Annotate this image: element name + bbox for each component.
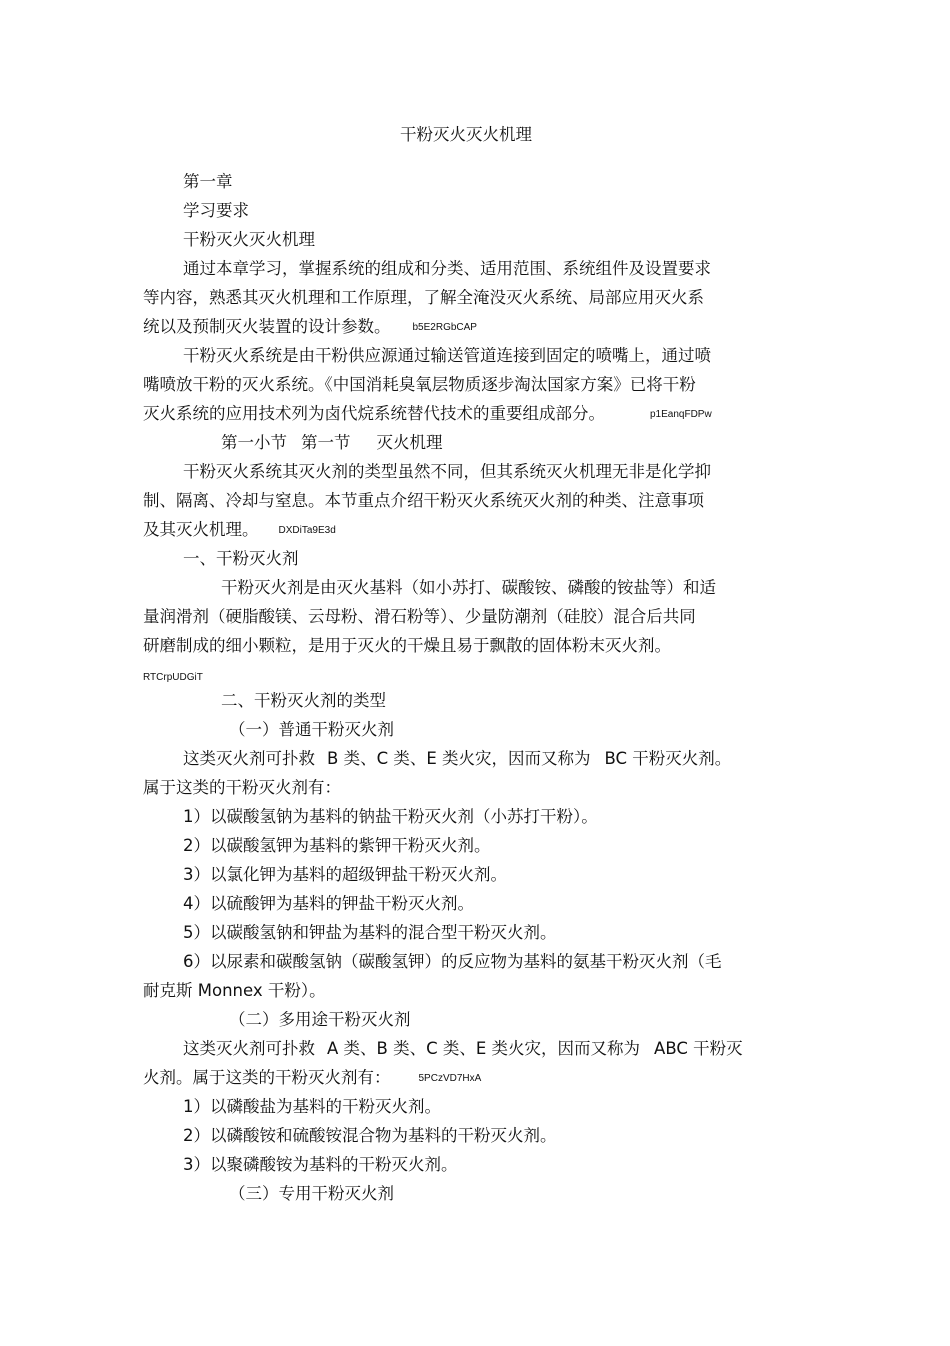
- doc-code: 5PCzVD7HxA: [418, 1073, 482, 1084]
- list-item: 5）以碳酸氢钠和钾盐为基料的混合型干粉灭火剂。: [183, 923, 557, 942]
- heading-agent-types: 二、干粉灭火剂的类型: [221, 691, 386, 710]
- list-item: 1）以磷酸盐为基料的干粉灭火剂。: [183, 1097, 441, 1116]
- study-requirements-heading: 学习要求: [183, 201, 249, 220]
- list-item-continued: 耐克斯 Monnex 干粉）。: [143, 981, 326, 1000]
- section-label-c: 灭火机理: [376, 433, 443, 452]
- para-text: 灭火系统的应用技术列为卤代烷系统替代技术的重要组成部分。: [143, 404, 605, 423]
- list-item: 1）以碳酸氢钠为基料的钠盐干粉灭火剂（小苏打干粉）。: [183, 807, 598, 826]
- heading-dry-powder-agent: 一、干粉灭火剂: [183, 549, 299, 568]
- para-text-b: A 类、B 类、C 类、E 类火灾，因而又称为: [327, 1039, 641, 1058]
- para-text-c: BC 干粉灭火剂。: [604, 749, 732, 768]
- intro-line: 等内容，熟悉其灭火机理和工作原理，了解全淹没灭火系统、局部应用灭火系: [143, 288, 704, 307]
- list-item: 6）以尿素和碳酸氢钠（碳酸氢钾）的反应物为基料的氨基干粉灭火剂（毛: [183, 952, 722, 971]
- list-item: 4）以硫酸钾为基料的钾盐干粉灭火剂。: [183, 894, 474, 913]
- para-line: 量润滑剂（硬脂酸镁、云母粉、滑石粉等）、少量防潮剂（硅胶）混合后共同: [143, 607, 696, 626]
- subheading-special: （三）专用干粉灭火剂: [229, 1184, 394, 1203]
- para-line: 嘴喷放干粉的灭火系统。《中国消耗臭氧层物质逐步淘汰国家方案》已将干粉: [143, 375, 696, 394]
- section-label-a: 第一小节: [221, 433, 287, 452]
- doc-code: RTCrpUDGiT: [143, 672, 203, 683]
- list-item: 2）以磷酸铵和硫酸铵混合物为基料的干粉灭火剂。: [183, 1126, 557, 1145]
- para-line: 干粉灭火剂是由灭火基料（如小苏打、碳酸铵、磷酸的铵盐等）和适: [221, 578, 716, 597]
- chapter-subtitle: 干粉灭火灭火机理: [183, 230, 315, 249]
- para-text-b: B 类、C 类、E 类火灾，因而又称为: [327, 749, 591, 768]
- para-line: [143, 1067, 481, 1090]
- para-text-a: 这类灭火剂可扑救: [183, 749, 315, 768]
- list-item: 3）以氯化钾为基料的超级钾盐干粉灭火剂。: [183, 865, 507, 884]
- section-heading: [221, 432, 443, 454]
- subheading-ordinary: （一）普通干粉灭火剂: [229, 720, 394, 739]
- para-text-a: 这类灭火剂可扑救: [183, 1039, 315, 1058]
- intro-text: 统以及预制灭火装置的设计参数。: [143, 317, 391, 336]
- para-line: 属于这类的干粉灭火剂有：: [143, 778, 341, 797]
- intro-line: [143, 316, 477, 339]
- intro-line: 通过本章学习，掌握系统的组成和分类、适用范围、系统组件及设置要求: [183, 259, 711, 278]
- doc-code: DXDiTa9E3d: [278, 525, 336, 536]
- subheading-multipurpose: （二）多用途干粉灭火剂: [229, 1010, 411, 1029]
- page-title: 干粉灭火灭火机理: [400, 125, 532, 144]
- para-line: 干粉灭火系统其灭火剂的类型虽然不同，但其系统灭火机理无非是化学抑: [183, 462, 711, 481]
- list-item: 3）以聚磷酸铵为基料的干粉灭火剂。: [183, 1155, 458, 1174]
- para-line: 干粉灭火系统是由干粉供应源通过输送管道连接到固定的喷嘴上，通过喷: [183, 346, 711, 365]
- para-line: 制、隔离、冷却与窒息。本节重点介绍干粉灭火系统灭火剂的种类、注意事项: [143, 491, 704, 510]
- para-line: [143, 403, 712, 426]
- para-text: 火剂。属于这类的干粉灭火剂有：: [143, 1068, 391, 1087]
- section-label-b: 第一节: [301, 433, 351, 452]
- para-line: [143, 519, 336, 542]
- list-item: 2）以碳酸氢钾为基料的紫钾干粉灭火剂。: [183, 836, 491, 855]
- para-line: [183, 748, 731, 770]
- doc-code: p1EanqFDPw: [650, 409, 712, 420]
- para-line: 研磨制成的细小颗粒，是用于灭火的干燥且易于飘散的固体粉末灭火剂。: [143, 636, 671, 655]
- chapter-heading: 第一章: [183, 172, 233, 191]
- para-text: 及其灭火机理。: [143, 520, 259, 539]
- para-line: [183, 1038, 743, 1060]
- doc-code: b5E2RGbCAP: [412, 322, 477, 333]
- para-text-c: ABC 干粉灭: [654, 1039, 743, 1058]
